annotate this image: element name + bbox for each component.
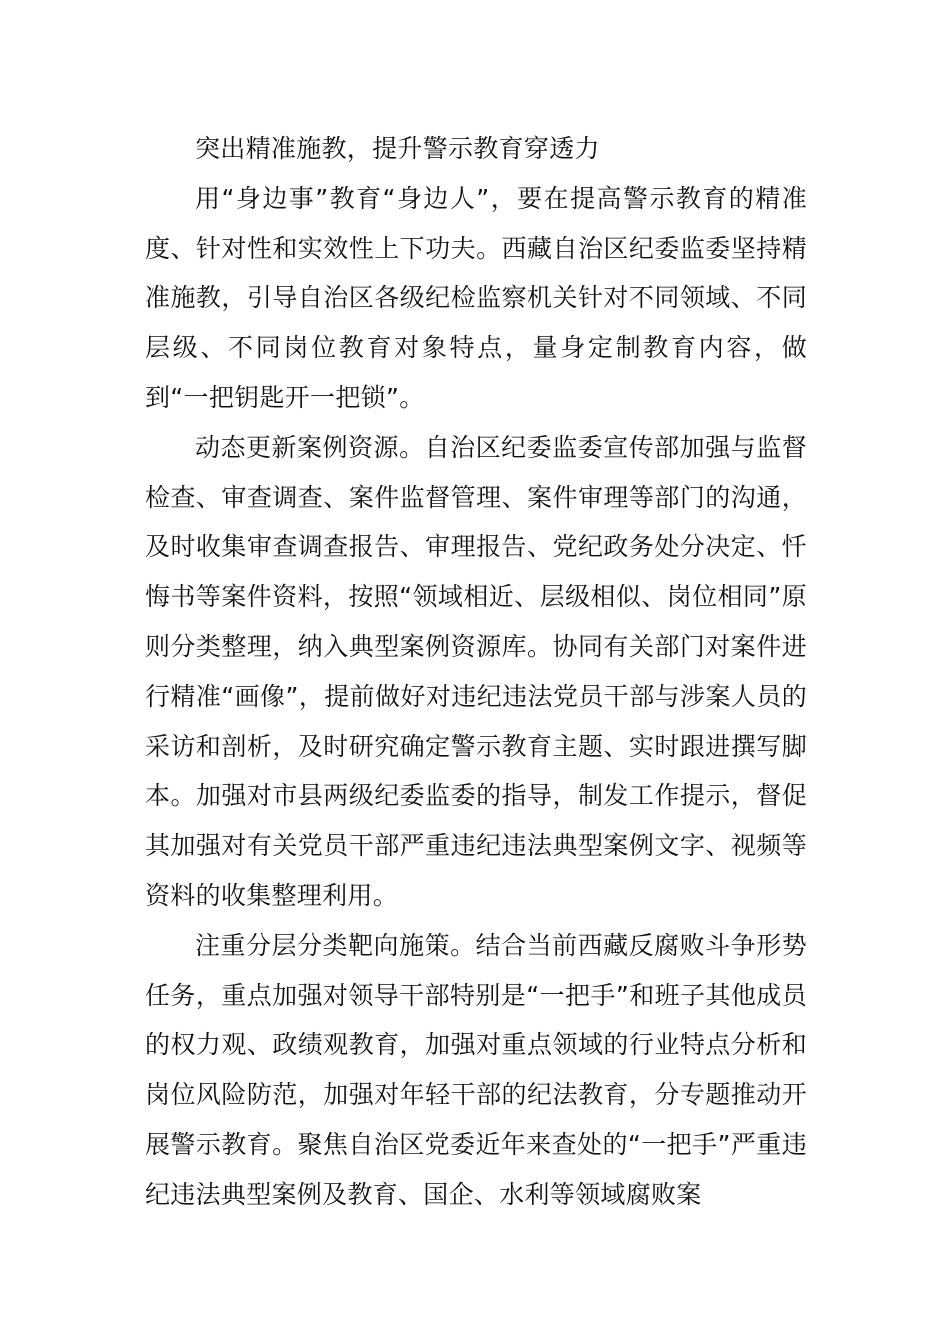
paragraph-intro: 用“身边事”教育“身边人”，要在提高警示教育的精准度、针对性和实效性上下功夫。西藏自治区纪委监委坚持精准施教，引导自治区各级纪检监察机关针对不同领域、不同层级、不同岗位教育对象特点，量身定制教育内容，做到“一把钥匙开一把锁”。 — [145, 183, 807, 412]
section-heading: 突出精准施教，提升警示教育穿透力 — [195, 134, 600, 163]
document-body — [145, 124, 807, 1220]
paragraph-targeted-measures: 注重分层分类靶向施策。结合当前西藏反腐败斗争形势任务，重点加强对领导干部特别是“一把手”和班子其他成员的权力观、政绩观教育，加强对重点领域的行业特点分析和岗位风险防范，加强对年轻干部的纪法教育，分专题推动开展警示教育。聚焦自治区党委近年来查处的“一把手”严重违纪违法典型案例及教育、国企、水利等领域腐败案 — [145, 930, 807, 1209]
paragraph-case-resources: 动态更新案例资源。自治区纪委监委宣传部加强与监督检查、审查调查、案件监督管理、案件审理等部门的沟通，及时收集审查调查报告、审理报告、党纪政务处分决定、忏悔书等案件资料，按照“领域相近、层级相似、岗位相同”原则分类整理，纳入典型案例资源库。协同有关部门对案件进行精准“画像”，提前做好对违纪违法党员干部与涉案人员的采访和剖析，及时研究确定警示教育主题、实时跟进撰写脚本。加强对市县两级纪委监委的指导，制发工作提示，督促其加强对有关党员干部严重违纪违法典型案例文字、视频等资料的收集整理利用。 — [145, 432, 807, 910]
